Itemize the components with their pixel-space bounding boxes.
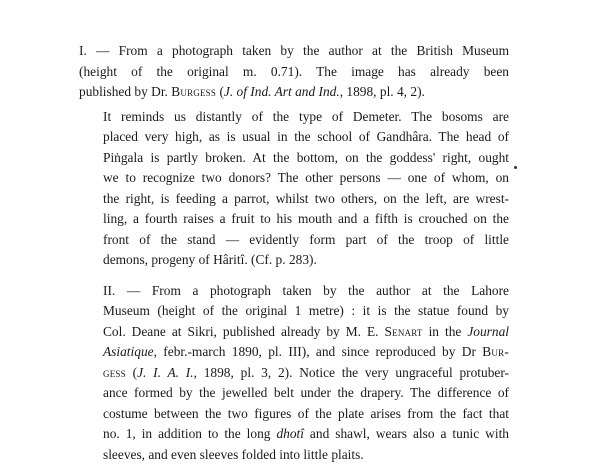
- margin-dot-mark: [514, 166, 517, 169]
- text-line: [79, 342, 509, 363]
- text-segment: placed very high, as is usual in the school of Gandhâra. The head of: [103, 129, 509, 144]
- text-line: [79, 209, 509, 230]
- text-segment: published by Dr.: [79, 84, 171, 99]
- text-line: [79, 168, 509, 189]
- text-segment: II. — From a photograph taken by the author at the Lahore: [103, 283, 509, 298]
- journal-title: Journal: [467, 324, 509, 339]
- text-segment: front of the stand — evidently form part of the troop of little: [103, 232, 509, 247]
- text-segment: (: [216, 84, 224, 99]
- paragraph-plate-1: [79, 41, 509, 103]
- text-segment: , 1898, pl. 3, 2). Notice the very ungraceful protuber-: [194, 365, 509, 380]
- text-line: [79, 424, 509, 445]
- text-line: [79, 445, 509, 465]
- text-line: [79, 82, 509, 103]
- text-segment: sleeves, and even sleeves folded into little plaits.: [103, 447, 364, 462]
- text-segment: in the: [423, 324, 468, 339]
- text-line: [79, 383, 509, 404]
- text-segment: It reminds us distantly of the type of Demeter. The bosoms are: [103, 109, 509, 124]
- author-name-senart: Senart: [384, 324, 422, 339]
- text-segment: demons, progeny of Hâritî. (Cf. p. 283).: [103, 252, 317, 267]
- author-name-burgess: Burgess: [171, 84, 216, 99]
- text-line: [79, 281, 509, 302]
- text-segment: (height of the original m. 0.71). The image has already been: [79, 64, 509, 79]
- author-name-burgess: gess: [103, 365, 126, 380]
- paragraph-gap: [79, 271, 509, 281]
- text-segment: costume between the two figures of the plate arises from the fact that: [103, 406, 509, 421]
- journal-abbreviation: J. I. A. I.: [137, 365, 194, 380]
- text-segment: , 1898, pl. 4, 2).: [340, 84, 425, 99]
- text-segment: the right, is feeding a parrot, whilst two others, on the left, are wrest-: [103, 191, 509, 206]
- journal-title: J. of Ind. Art and Ind.: [224, 84, 340, 99]
- text-segment: Museum (height of the original 1 metre) : it is the statue found by: [103, 303, 509, 318]
- text-line: [79, 107, 509, 128]
- text-segment: no. 1, in addition to the long: [103, 426, 276, 441]
- text-line: [79, 363, 509, 384]
- text-line: [79, 230, 509, 251]
- text-segment: Col. Deane at Sikri, published already by M. E.: [103, 324, 384, 339]
- text-line: [79, 301, 509, 322]
- text-line: [79, 322, 509, 343]
- text-segment: Piṅgala is partly broken. At the bottom, on the goddess' right, ought: [103, 150, 509, 165]
- text-segment: and shawl, wears also a tunic with: [304, 426, 509, 441]
- text-segment: ance formed by the jewelled belt under the drapery. The difference of: [103, 385, 509, 400]
- garment-term: dhotî: [276, 426, 304, 441]
- text-line: [79, 250, 509, 271]
- text-segment: I. — From a photograph taken by the author at the British Museum: [79, 43, 509, 58]
- author-name-burgess: Bur-: [482, 344, 509, 359]
- paragraph-plate-2: [79, 281, 509, 465]
- text-line: [79, 148, 509, 169]
- text-segment: ling, a fourth raises a fruit to his mouth and a fifth is crouched on the: [103, 211, 509, 226]
- text-line: [79, 189, 509, 210]
- text-segment: we to recognize two donors? The other persons — one of whom, on: [103, 170, 509, 185]
- text-line: [79, 127, 509, 148]
- journal-title: Asiatique: [103, 344, 154, 359]
- text-segment: (: [126, 365, 137, 380]
- document-page: [79, 41, 509, 465]
- paragraph-plate-1-description: [79, 107, 509, 271]
- text-segment: , febr.-march 1890, pl. III), and since reproduced by Dr: [154, 344, 483, 359]
- text-line: [79, 41, 509, 62]
- text-line: [79, 404, 509, 425]
- text-line: [79, 62, 509, 83]
